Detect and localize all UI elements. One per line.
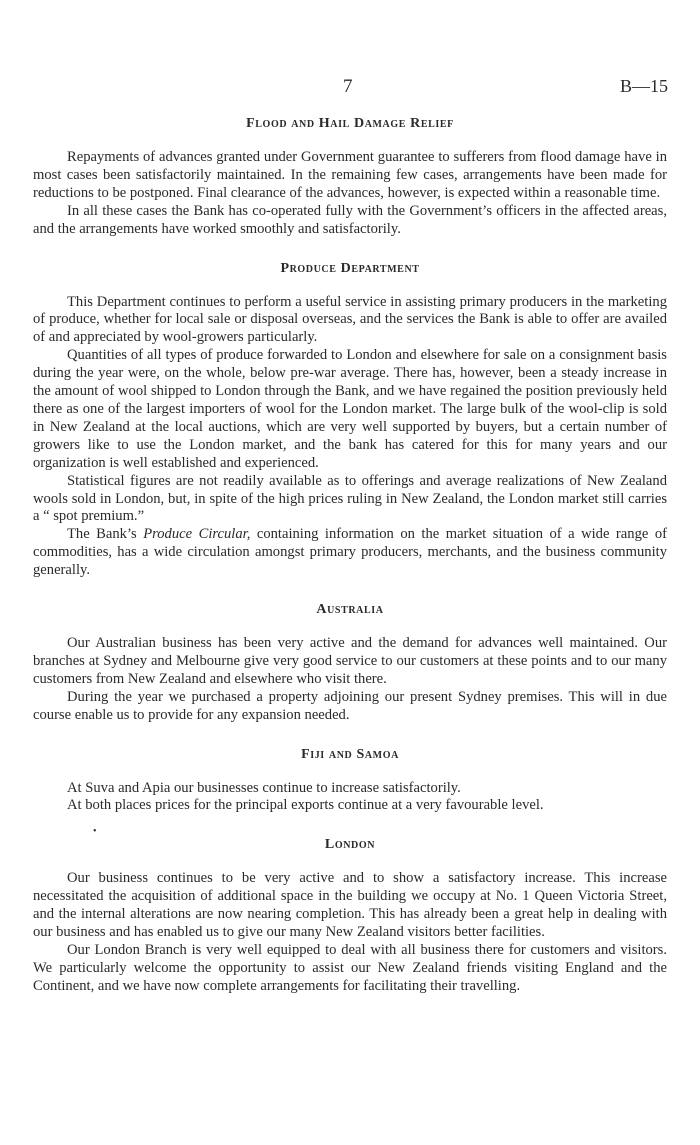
paragraph: Quantities of all types of produce forwarded to London and elsewhere for sale on a consignment basis during the year were, on the whole, below pre-war average. There has, however, been a steady increase in the amount of wool shipped to London through the Bank, and we have regained the position previously held there as one of the largest importers of wool for the London market. The large bulk of the wool-clip is sold in New Zealand at the local auctions, which are very well supported by buyers, but a certain number of growers like to use the London market, and the bank has catered for this for many years and our organization is well established and experienced. <box>33 347 667 471</box>
paragraph: At both places prices for the principal exports continue at a very favourable level. <box>67 797 544 814</box>
paragraph: At Suva and Apia our businesses continue to increase satisfactorily. <box>67 779 461 796</box>
page-number: 7 <box>343 76 353 97</box>
stray-mark: • <box>93 826 97 837</box>
paragraph: Our Australian business has been very active and the demand for advances well maintained. Our branches at Sydney and Melbourne give very good service to our customers at these points and to our many customers from New Zealand and elsewhere who visit there. <box>33 635 667 687</box>
publication-title: Produce Circular, <box>143 526 251 543</box>
section-produce-department <box>33 260 667 581</box>
text-run: The Bank’s <box>67 526 144 543</box>
section-heading: London <box>324 837 376 853</box>
paragraph: Statistical figures are not readily available as to offerings and average realizations of New Zealand wools sold in London, but, in spite of the high prices ruling in New Zealand, the London market still carries a “ spot premium.” <box>33 472 667 525</box>
paragraph: This Department continues to perform a useful service in assisting primary producers in the marketing of produce, whether for local sale or disposal overseas, and the services the Bank is able to offer are availed of and appreciated by wool-growers particularly. <box>33 293 667 346</box>
text-run: containing information on the market situation of a wide range of commodities, has a wide circulation amongst primary producers, merchants, and the business community generally. <box>33 526 667 579</box>
document-body <box>33 115 667 1017</box>
page-header <box>0 76 700 100</box>
paragraph: Our London Branch is very well equipped to deal with all business there for customers and visitors. We particularly welcome the opportunity to assist our New Zealand friends visiting England and the Continent, and we have now complete arrangements for facilitating their travelling. <box>33 942 667 994</box>
document-reference: B—15 <box>619 76 668 96</box>
section-australia <box>33 601 667 725</box>
paragraph: In all these cases the Bank has co-operated fully with the Government’s officers in the affected areas, and the arrangements have worked smoothly and satisfactorily. <box>33 202 667 237</box>
paragraph <box>33 526 667 580</box>
section-heading: Fiji and Samoa <box>301 746 399 762</box>
section-flood-hail <box>33 115 667 239</box>
section-heading: Flood and Hail Damage Relief <box>246 116 454 131</box>
paragraph: Our business continues to be very active and to show a satisfactory increase. This increase necessitated the acquisition of additional space in the building we occupy at No. 1 Queen Victoria Street, and the internal alterations are now nearing completion. This has already been a great help in dealing with our business and has enabled us to give our many New Zealand visitors better facilities. <box>33 870 667 941</box>
paragraph: During the year we purchased a property adjoining our present Sydney premises. This will in due course enable us to provide for any expansion needed. <box>33 688 667 723</box>
section-london <box>33 836 667 995</box>
section-heading: Australia <box>316 602 384 618</box>
section-heading: Produce Department <box>280 260 420 276</box>
section-fiji-samoa <box>33 746 667 816</box>
paragraph: Repayments of advances granted under Government guarantee to sufferers from flood damage have in most cases been satisfactorily maintained. In the remaining few cases, arrangements have been made for reductions to be postponed. Final clearance of the advances, however, is expected within a reasonable time. <box>33 149 667 201</box>
